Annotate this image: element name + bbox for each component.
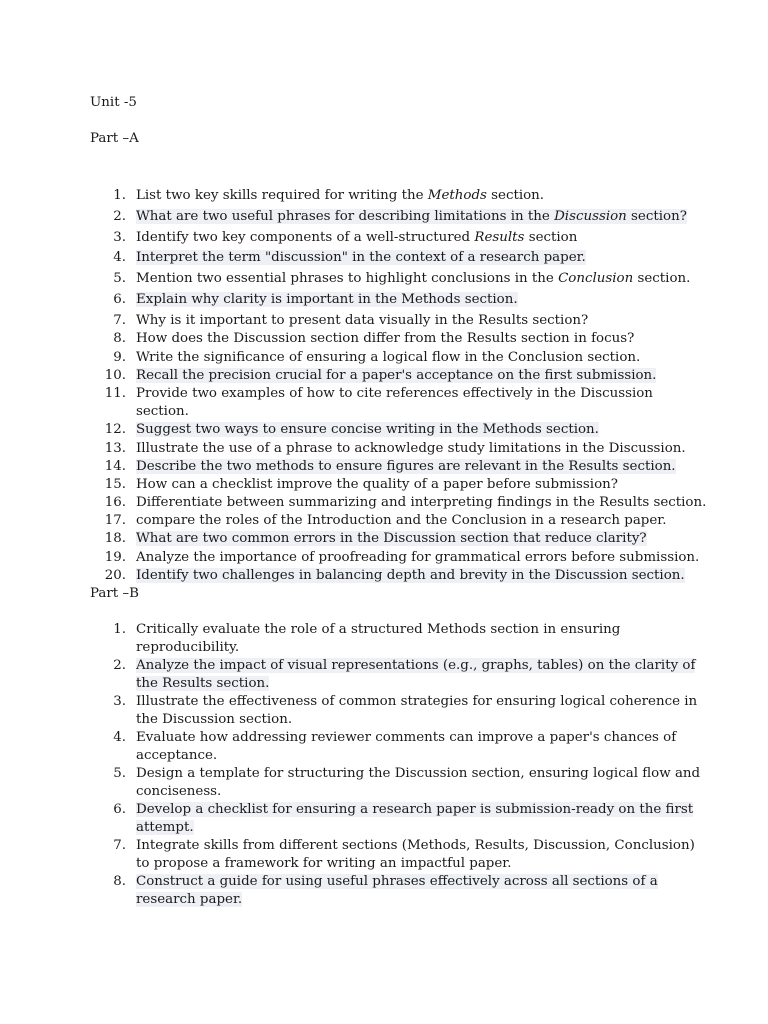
question-text-part: Recall the precision crucial for a paper's acceptance on the first submission.	[136, 367, 657, 383]
question-text	[136, 441, 686, 456]
question-text-part: Differentiate between summarizing and interpreting findings in the Results section.	[136, 495, 707, 511]
question-text-part: Interpret the term "discussion" in the context of a research paper.	[136, 250, 586, 266]
part-b-question	[0, 837, 768, 873]
question-text	[136, 568, 685, 583]
part-b-question	[0, 873, 768, 909]
question-text	[136, 422, 599, 437]
question-number: 8.	[113, 331, 126, 347]
question-number: 14.	[104, 458, 126, 474]
question-text-part: section?	[626, 208, 687, 224]
question-text	[136, 292, 518, 307]
question-text	[136, 350, 640, 365]
question-text	[136, 531, 647, 546]
question-number: 4.	[113, 730, 126, 745]
question-text	[136, 331, 634, 346]
question-text-part: How does the Discussion section differ from the Results section in focus?	[136, 331, 635, 347]
part-a-question	[0, 512, 768, 530]
question-number: 17.	[104, 513, 126, 529]
question-number: 6.	[113, 802, 126, 817]
part-a-question	[0, 291, 768, 309]
question-number: 2.	[113, 658, 126, 673]
part-b-question	[0, 729, 768, 765]
question-number: 5.	[113, 766, 126, 781]
question-text-part: compare the roles of the Introduction and the Conclusion in a research paper.	[136, 513, 667, 529]
part-b-question	[0, 657, 768, 693]
question-text	[136, 459, 676, 474]
part-b-question	[0, 621, 768, 657]
part-a-question	[0, 270, 768, 288]
question-text	[136, 550, 699, 565]
question-text: Illustrate the effectiveness of common strategies for ensuring logical coherence in the Discussion section.	[136, 694, 698, 727]
question-text: Evaluate how addressing reviewer comments can improve a paper's chances of acceptance.	[136, 730, 677, 763]
question-text-part: Analyze the importance of proofreading for grammatical errors before submission.	[136, 549, 700, 565]
question-number: 1.	[113, 188, 126, 203]
question-number: 19.	[104, 549, 126, 565]
question-number: 12.	[104, 422, 126, 438]
question-text: Develop a checklist for ensuring a research paper is submission-ready on the first attempt.	[136, 802, 694, 835]
question-text: Integrate skills from different sections (Methods, Results, Discussion, Conclusion) to propose a framework for writing an impactful paper.	[136, 838, 695, 871]
part-a-question	[0, 187, 768, 205]
question-text-part: section.	[633, 271, 691, 287]
question-emphasis: Conclusion	[558, 271, 634, 287]
part-a-question	[0, 367, 768, 385]
unit-title: Unit -5	[90, 95, 137, 110]
question-text	[136, 495, 706, 510]
part-a-question	[0, 312, 768, 330]
question-text-part: How can a checklist improve the quality of a paper before submission?	[136, 476, 618, 492]
question-text-part: List two key skills required for writing the	[136, 188, 428, 203]
question-number: 3.	[113, 229, 126, 245]
question-text	[136, 313, 588, 328]
part-a-question	[0, 476, 768, 494]
question-text: Design a template for structuring the Discussion section, ensuring logical flow and conciseness.	[136, 766, 701, 799]
question-text	[136, 250, 586, 265]
question-emphasis: Results	[474, 229, 525, 245]
part-b-question-list	[0, 621, 768, 909]
question-text-part: Provide two examples of how to cite references effectively in the Discussion section.	[136, 386, 653, 420]
question-text	[136, 271, 690, 286]
question-number: 18.	[104, 531, 126, 547]
part-b-question	[0, 693, 768, 729]
question-text-part: Mention two essential phrases to highlight conclusions in the	[136, 271, 559, 287]
question-number: 20.	[104, 567, 126, 583]
question-number: 2.	[113, 208, 126, 224]
question-number: 13.	[104, 440, 126, 456]
question-number: 9.	[113, 349, 126, 365]
question-text	[136, 209, 687, 224]
part-b-question	[0, 801, 768, 837]
question-text-part: section.	[486, 188, 545, 203]
part-a-question	[0, 330, 768, 348]
question-text-part: Write the significance of ensuring a logical flow in the Conclusion section.	[136, 349, 641, 365]
question-number: 8.	[113, 874, 126, 889]
part-a-question	[0, 567, 768, 585]
question-text-part: Suggest two ways to ensure concise writing in the Methods section.	[136, 422, 599, 438]
question-text-part: Identify two challenges in balancing depth and brevity in the Discussion section.	[136, 567, 685, 583]
question-text	[136, 386, 653, 419]
question-number: 11.	[104, 386, 126, 402]
question-text-part: What are two common errors in the Discussion section that reduce clarity?	[136, 531, 647, 547]
question-text	[136, 477, 618, 492]
part-a-question	[0, 249, 768, 267]
part-a-question	[0, 530, 768, 548]
question-number: 7.	[113, 838, 126, 853]
question-text-part: What are two useful phrases for describing limitations in the	[136, 208, 555, 224]
part-a-question	[0, 549, 768, 567]
question-text	[136, 513, 667, 528]
part-a-question	[0, 385, 768, 421]
part-a-question	[0, 208, 768, 226]
question-text	[136, 188, 544, 203]
question-text: Critically evaluate the role of a structured Methods section in ensuring reproducibility.	[136, 622, 621, 655]
question-text-part: Illustrate the use of a phrase to acknowledge study limitations in the Discussion.	[136, 440, 686, 456]
question-emphasis: Discussion	[554, 208, 627, 224]
part-a-question	[0, 229, 768, 247]
question-text-part: Describe the two methods to ensure figures are relevant in the Results section.	[136, 458, 676, 474]
part-a-question	[0, 494, 768, 512]
part-b-question	[0, 765, 768, 801]
part-a-question	[0, 440, 768, 458]
question-text-part: Identify two key components of a well-structured	[136, 229, 475, 245]
question-emphasis: Methods	[427, 188, 487, 203]
question-number: 6.	[113, 291, 126, 307]
question-number: 1.	[113, 622, 126, 637]
question-number: 15.	[104, 476, 126, 492]
question-text	[136, 368, 656, 383]
question-text-part: Explain why clarity is important in the Methods section.	[136, 291, 518, 307]
part-b-heading: Part –B	[90, 586, 139, 601]
question-text-part: Why is it important to present data visually in the Results section?	[136, 312, 589, 328]
question-number: 7.	[113, 312, 126, 328]
question-number: 3.	[113, 694, 126, 709]
question-number: 5.	[113, 271, 126, 287]
part-a-question-list	[0, 187, 768, 585]
question-number: 16.	[104, 495, 126, 511]
question-text: Analyze the impact of visual representations (e.g., graphs, tables) on the clarity of the Results section.	[136, 658, 696, 691]
part-a-question	[0, 458, 768, 476]
question-number: 10.	[104, 367, 126, 383]
part-a-heading: Part –A	[90, 131, 139, 146]
question-text-part: section	[524, 229, 578, 245]
part-a-question	[0, 349, 768, 367]
question-text	[136, 230, 577, 245]
question-number: 4.	[113, 250, 126, 266]
part-a-question	[0, 421, 768, 439]
question-text: Construct a guide for using useful phrases effectively across all sections of a research paper.	[136, 874, 658, 907]
